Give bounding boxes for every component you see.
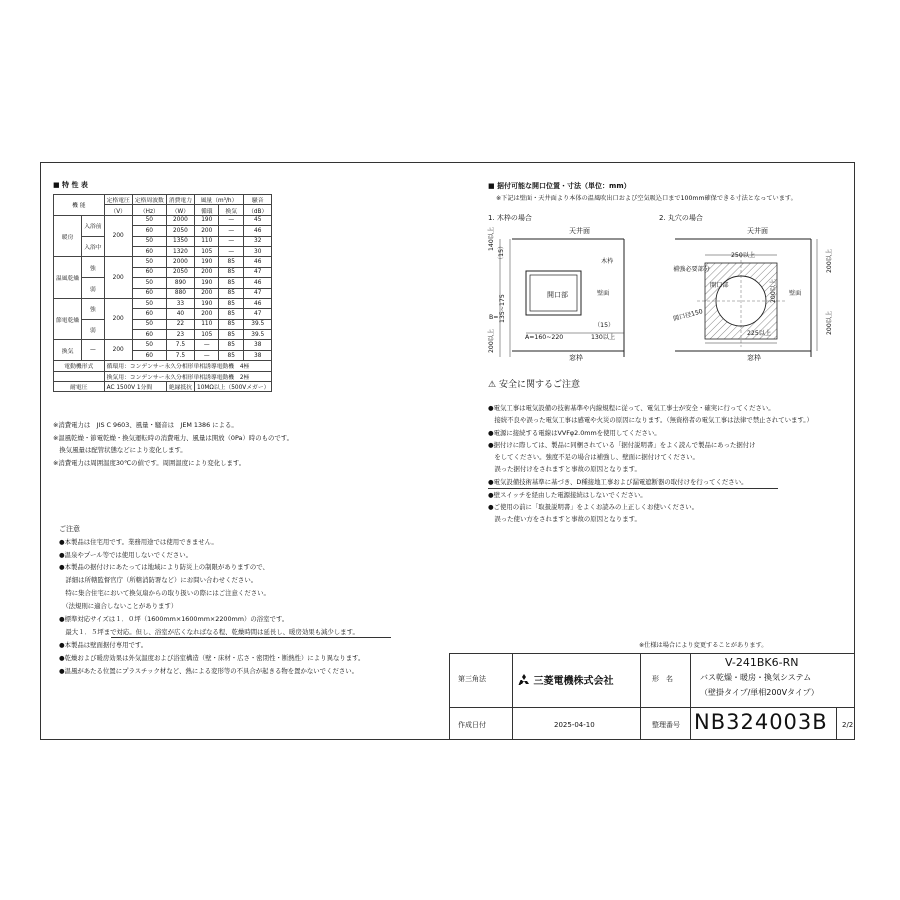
table-cell: 22 (166, 319, 194, 329)
mode-sub: 強 (82, 298, 104, 319)
doc-label: 整理番号 (652, 721, 680, 729)
doc-number: NB324003B (694, 710, 828, 734)
header-airflow-ventilation: 換気 (219, 205, 244, 215)
table-cell: 60 (132, 246, 166, 256)
fig1-wood-frame-diagram (486, 225, 656, 365)
warning-triangle-icon: ⚠ (488, 380, 497, 390)
caution-line: 特に集合住宅において換気扇からの取り扱いの際にはご注意ください。 (59, 589, 270, 597)
table-cell: 60 (132, 267, 166, 277)
table-cell: 110 (195, 236, 219, 246)
table-cell: 50 (132, 340, 166, 350)
fig1-window: 窓枠 (569, 354, 583, 362)
table-cell: 60 (132, 330, 166, 340)
table-cell: 46 (243, 257, 271, 267)
fig2-dim-hole: 開口径150 (672, 308, 704, 323)
footnote: ※消費電力は JIS C 9603、風量・騒音は JEM 1386 による。 (53, 421, 238, 429)
table-cell: 46 (243, 226, 271, 236)
fig1-caption: 1. 木枠の場合 (488, 214, 532, 222)
header-noise-unit: （dB） (243, 205, 271, 215)
table-cell: 50 (132, 257, 166, 267)
fig1-frame: 木枠 (601, 258, 614, 265)
caution-line: ●乾燥および暖房効果は外気温度および浴室構造（壁・床材・広さ・密閉性・断熱性）により異なります。 (59, 654, 365, 662)
table-cell: — (219, 215, 244, 225)
fig2-reinforce: 補強必要部分 (673, 266, 711, 273)
header-noise: 騒音 (243, 195, 271, 205)
fig2-window: 窓枠 (747, 354, 761, 362)
table-cell: 200 (195, 226, 219, 236)
date-label: 作成日付 (458, 721, 486, 729)
table-cell: 38 (243, 340, 271, 350)
company-logo (518, 674, 613, 687)
table-cell: 38 (243, 350, 271, 360)
header-voltage: 定格電圧 (104, 195, 132, 205)
safety-line: ●壁スイッチを経由した電源接続はしないでください。 (488, 491, 647, 499)
table-cell: 880 (166, 288, 194, 298)
table-cell: 50 (132, 319, 166, 329)
header-airflow-circulation: 循環 (195, 205, 219, 215)
withstand-value: AC 1500V 1分間 (104, 382, 166, 392)
table-cell: 60 (132, 288, 166, 298)
table-cell: — (195, 340, 219, 350)
caution-line: ●温風があたる位置にプラスチック材など、熱による変形等の不具合が起きる物を置かないでください。 (59, 667, 359, 675)
withstand-label: 耐電圧 (54, 382, 105, 392)
table-cell: 7.5 (166, 350, 194, 360)
table-cell: 2000 (166, 257, 194, 267)
table-cell: 85 (219, 298, 244, 308)
table-cell: 50 (132, 298, 166, 308)
safety-title: 安全に関するご注意 (498, 380, 580, 390)
table-cell: — (219, 246, 244, 256)
table-row (54, 257, 272, 267)
fig2-caption: 2. 丸穴の場合 (659, 214, 703, 222)
table-cell: 39.5 (243, 330, 271, 340)
fig2-dim-225: 225以上 (747, 330, 772, 337)
table-row (54, 236, 272, 246)
table-cell: 85 (219, 309, 244, 319)
table-cell: 110 (195, 319, 219, 329)
fig1-dim-200: 200以上 (488, 328, 495, 353)
table-cell: 47 (243, 288, 271, 298)
table-cell: 50 (132, 215, 166, 225)
date-value: 2025-04-10 (554, 721, 595, 729)
footnote: ※消費電力は周囲温度30℃の値です。周囲温度により変化します。 (53, 459, 246, 467)
footnote: 換気風量は配管状態などにより変化します。 (53, 446, 187, 454)
caution-line: ●温泉やプール等では使用しないでください。 (59, 551, 193, 559)
fig2-dim-200a: 200以上 (826, 248, 833, 273)
company-name: 三菱電機株式会社 (533, 676, 614, 687)
table-cell: — (219, 236, 244, 246)
table-cell: 45 (243, 215, 271, 225)
opening-subtitle: ※下記は壁面・天井面より本体の温風吹出口および空気吸込口まで100mm確保できる寸法となっています。 (496, 195, 797, 202)
mode-sub: 弱 (82, 278, 104, 299)
insulation-value: 10MΩ以上（500Vメガー） (195, 382, 272, 392)
table-row (54, 215, 272, 225)
table-cell: 190 (195, 278, 219, 288)
table-cell: 85 (219, 340, 244, 350)
fig2-round-hole-diagram (661, 225, 851, 365)
table-cell: 190 (195, 298, 219, 308)
table-row (54, 278, 272, 288)
safety-line: ●ご使用の前に「取扱説明書」をよくお読みの上正しくお使いください。 (488, 503, 699, 511)
fig2-wall: 壁面 (789, 290, 802, 297)
table-cell: 39.5 (243, 319, 271, 329)
mode-sub: 入浴中 (82, 236, 104, 257)
fig1-dim-top: 140以上 (488, 226, 495, 251)
caution-line: 最大１．５坪まで対応。但し、浴室が広くなればなる程、乾燥時間は延長し、暖房効果も減少します。 (59, 628, 359, 636)
table-cell: 85 (219, 288, 244, 298)
table-row (54, 340, 272, 350)
table-cell: 105 (195, 330, 219, 340)
safety-line: 誤った使い方をされますと事故の原因となります。 (488, 515, 641, 523)
table-cell: — (195, 350, 219, 360)
header-power-unit: （W） (166, 205, 194, 215)
safety-line: ●電源に接続する電線はVVFφ2.0mmを使用してください。 (488, 429, 661, 437)
table-cell: 46 (243, 298, 271, 308)
safety-line: ●据付けに際しては、製品に同梱されている「据付説明書」をよく読んで製品にあった据付け (488, 441, 756, 449)
header-function: 機 能 (54, 195, 105, 216)
product-line1: バス乾燥・暖房・換気システム (700, 673, 812, 682)
mode-group: 暖房 (54, 215, 82, 257)
header-frequency-unit: （Hz） (132, 205, 166, 215)
model-label: 形 名 (652, 675, 673, 683)
table-cell: — (219, 226, 244, 236)
table-cell: 47 (243, 267, 271, 277)
fig1-dim-130: 130以上 (591, 334, 616, 341)
table-cell: 105 (195, 246, 219, 256)
table-cell: 190 (195, 257, 219, 267)
mode-sub: — (82, 340, 104, 361)
mode-sub: 入浴前 (82, 215, 104, 236)
table-cell: 2050 (166, 226, 194, 236)
caution-line: ●本製品の据付けにあたっては地域により防災上の制限がありますので、 (59, 563, 269, 571)
footnote: ※温風乾燥・節電乾燥・換気運転時の消費電力、風量は開放（0Pa）時のものです。 (53, 434, 294, 442)
caution-line: ●標準対応サイズは１．０坪（1600mm×1600mm×2200mm）の浴室です。 (59, 615, 289, 623)
safety-line: 誤った据付けをされますと事故の原因となります。 (488, 465, 641, 473)
fig1-wall: 壁面 (597, 290, 610, 297)
voltage-cell: 200 (104, 340, 132, 361)
table-cell: 85 (219, 278, 244, 288)
table-cell: 60 (132, 350, 166, 360)
table-cell: 40 (166, 309, 194, 319)
drawing-sheet (40, 162, 855, 740)
caution-line: ●本製品は壁面据付専用です。 (59, 641, 148, 649)
table-cell: 200 (195, 267, 219, 277)
fig2-dim-200b: 200以上 (770, 278, 777, 303)
voltage-cell: 200 (104, 298, 132, 340)
mode-group: 温風乾燥 (54, 257, 82, 299)
mode-sub: 強 (82, 257, 104, 278)
fig2-dim-250: 250以上 (731, 252, 756, 259)
motor-label: 電動機形式 (54, 361, 105, 371)
caution-line: （法規則に適合しないことがあります） (59, 602, 178, 610)
safety-header (488, 381, 580, 390)
caution-line: 詳細は所轄監督官庁（所轄消防署など）にお問い合わせください。 (59, 576, 258, 584)
voltage-cell: 200 (104, 257, 132, 299)
title-block (449, 653, 855, 740)
table-cell: 50 (132, 278, 166, 288)
safety-line: ●電気設備技術基準に基づき、D種接地工事および漏電遮断器の取付けを行ってください。 (488, 478, 748, 486)
fig1-dim-a: A=160~220 (525, 334, 564, 341)
table-cell: 1320 (166, 246, 194, 256)
header-power: 消費電力 (166, 195, 194, 205)
table-cell: 85 (219, 319, 244, 329)
fig1-dim-b: B= (489, 314, 499, 321)
fig1-dim-a2: （15） (594, 322, 615, 329)
safety-line: をしてください。強度不足の場合は補強し、壁面に据付けてください。 (488, 453, 699, 461)
safety-line: ●電気工事は電気設備の技術基準や内線規程に従って、電気工事士が安全・確実に行ってください。 (488, 404, 775, 412)
table-cell: 33 (166, 298, 194, 308)
mode-group: 節電乾燥 (54, 298, 82, 340)
fig2-ceiling: 天井面 (747, 227, 768, 235)
table-cell: 200 (195, 288, 219, 298)
mode-sub: 弱 (82, 319, 104, 340)
table-cell: 890 (166, 278, 194, 288)
table-cell: 85 (219, 350, 244, 360)
table-cell: 50 (132, 236, 166, 246)
spec-change-note: ※仕様は場合により変更することがあります。 (639, 642, 768, 649)
spec-table (53, 194, 272, 392)
caution-title: ご注意 (59, 525, 80, 533)
mitsubishi-three-diamonds-icon (518, 676, 533, 687)
header-airflow: 風量（m³/h） (195, 195, 244, 205)
fig1-dim-side: 135~175 (499, 294, 506, 323)
safety-line: 接続不良や誤った電気工事は感電や火災の原因になります。（無資格者の電気工事は法律で禁止されています。） (488, 416, 813, 424)
projection-label: 第三角法 (458, 675, 486, 683)
table-cell: 47 (243, 309, 271, 319)
motor-line1: 循環用：コンデンサー永久分相形単相誘導電動機 4極 (104, 361, 272, 371)
table-cell: 60 (132, 226, 166, 236)
table-cell: 23 (166, 330, 194, 340)
table-cell: 190 (195, 215, 219, 225)
table-cell: 30 (243, 246, 271, 256)
header-voltage-unit: （V） (104, 205, 132, 215)
table-row (54, 319, 272, 329)
fig1-opening: 開口部 (547, 291, 568, 299)
table-cell: 7.5 (166, 340, 194, 350)
page-number: 2/2 (842, 721, 854, 729)
table-cell: 32 (243, 236, 271, 246)
fig1-ceiling: 天井面 (569, 227, 590, 235)
insulation-label: 絶縁抵抗 (166, 382, 194, 392)
table-cell: 1350 (166, 236, 194, 246)
table-cell: 85 (219, 257, 244, 267)
table-cell: 85 (219, 330, 244, 340)
motor-line2: 換気用：コンデンサー永久分相形単相誘導電動機 2極 (104, 371, 272, 381)
fig2-opening: 開口部 (710, 282, 729, 289)
opening-title: ■ 据付可能な開口位置・寸法（単位：mm） (488, 182, 631, 190)
table-cell: 85 (219, 267, 244, 277)
table-row (54, 298, 272, 308)
fig2-dim-200c: 200以上 (826, 310, 833, 335)
header-frequency: 定格周波数 (132, 195, 166, 205)
caution-line: ●本製品は住宅用です。業務用途では使用できません。 (59, 538, 218, 546)
table-cell: 46 (243, 278, 271, 288)
voltage-cell: 200 (104, 215, 132, 257)
table-cell: 200 (195, 309, 219, 319)
product-line2: （壁掛タイプ/単相200Vタイプ） (700, 688, 819, 697)
table-cell: 60 (132, 309, 166, 319)
fig1-dim-15: （15） (498, 242, 505, 263)
model-number: V-241BK6-RN (725, 656, 799, 669)
table-cell: 2000 (166, 215, 194, 225)
table-cell: 2050 (166, 267, 194, 277)
mode-group: 換気 (54, 340, 82, 361)
spec-title: ■ 特 性 表 (53, 181, 88, 189)
